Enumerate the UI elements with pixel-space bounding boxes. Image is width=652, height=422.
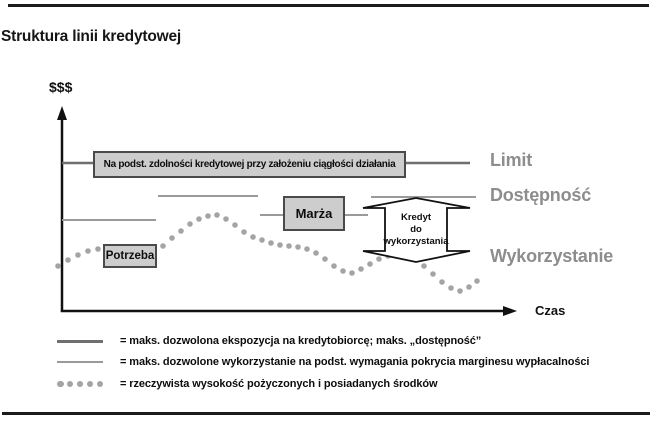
y-axis-arrowhead-icon [57,106,67,120]
legend-text: = maks. dozwolona ekspozycja na kredytobiorcę; maks. „dostępność” [120,335,482,347]
x-axis-arrowhead-icon [503,306,517,316]
y-axis [57,106,67,312]
need-box-label: Potrzeba [105,250,155,262]
margin-box-label: Marża [295,206,333,221]
legend-text: = rzeczywista wysokość pożyczonych i posiadanych środków [120,378,438,390]
legend-item-availability [57,352,589,372]
legend-text: = maks. dozwolone wykorzystanie na podst. wymagania pokrycia marginesu wypłacalności [120,356,590,368]
limit-level-label: Limit [490,150,532,170]
credit-to-use-arrow-label: Kredyt do wykorzystania [383,212,449,247]
utilization-level-label: Wykorzystanie [490,246,614,266]
availability-level-label: Dostępność [490,185,592,205]
y-axis-label: $$$ [49,79,73,95]
limit-basis-box [93,151,406,178]
figure-title: Struktura linii kredytowej [1,28,181,45]
dotted-line-swatch [57,381,103,388]
legend-item-actual-funds [57,374,437,394]
legend-item-limit [57,331,481,351]
availability-line-swatch [57,361,103,363]
need-box [103,244,157,268]
limit-basis-box-label: Na podst. zdolności kredytowej przy założeniu ciągłości działania [103,159,396,170]
margin-box [283,196,345,231]
x-axis-label: Czas [535,303,566,318]
x-axis [61,306,517,316]
limit-line-swatch [57,340,103,343]
